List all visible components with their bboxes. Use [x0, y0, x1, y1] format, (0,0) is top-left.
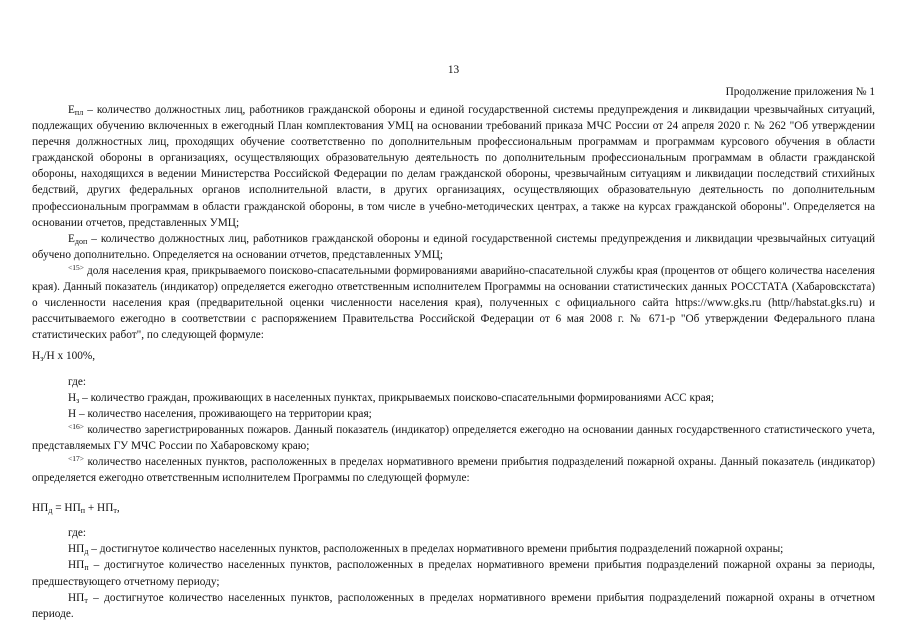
paragraph-text: – количество должностных лиц, работников гражданской обороны и единой государственной системы предупреждения и ликвидации чрезвычайных ситуаций, подлежащих обучению включенных в ежегодный План комплектования УМЦ на основании требований приказа МЧС России от 24 апреля 2020 г. № 262 "Об утверждении перечня должностных лиц, проходящих обучение соответственно по дополнительным профессиональным программам и программам курсового обучения в области гражданской обороны в организациях, осуществляющих образовательную деятельность по дополнительным профессиональным программам в области гражданской обороны, находящихся в ведении Министерства Российской Федерации по делам гражданской обороны, чрезвычайным ситуациям и ликвидации последствий стихийных бедствий, других федеральных органов исполнительной власти, в других организациях, осуществляющих образовательную деятельность по дополнительным профессиональным программам в области гражданской обороны, в том числе в учебно-методических центрах, а также на курсах гражданской обороны". Определяется на основании отчетов, представленных УМЦ; — [32, 104, 875, 229]
symbol: E — [68, 232, 75, 245]
paragraph-e-dop — [32, 231, 875, 263]
paragraph-text: – количество должностных лиц, работников гражданской обороны и единой государственной системы предупреждения и ликвидации чрезвычайных ситуаций обучено дополнительно. Определяется на основании отчетов, представленных УМЦ; — [32, 232, 875, 261]
footnote-17 — [32, 454, 875, 486]
appendix-continuation-label: Продолжение приложения № 1 — [725, 86, 875, 98]
formula-settlements: $НП_д = НП_п + НП_т$, — [32, 502, 120, 516]
document-body — [32, 102, 875, 622]
footnote-marker: <15> — [68, 262, 84, 272]
paragraph-text: количество зарегистрированных пожаров. Данный показатель (индикатор) определяется ежегодно на основании данных государственного статистического учета, представляемых ГУ МЧС России по Хабаровскому краю; — [32, 423, 875, 452]
formula-population-coverage: $Н_з/Н$ х 100%, — [32, 350, 96, 364]
symbol-subscript: доп — [74, 236, 88, 246]
footnote-15 — [32, 263, 875, 343]
definition-n: Н – количество населения, проживающего на территории края; — [68, 407, 372, 420]
page-number: 13 — [447, 64, 460, 76]
symbol-subscript: пл — [74, 108, 84, 117]
paragraph-e-pl — [32, 102, 875, 231]
definition-npd: $НП_д$ – достигнутое количество населенных пунктов, расположенных в пределах нормативного времени прибытия подразделений пожарной охраны; — [68, 543, 784, 557]
symbol: E — [68, 104, 75, 116]
footnote-16 — [32, 422, 875, 454]
where-label: где: — [68, 527, 86, 540]
paragraph-text: доля населения края, прикрываемого поисково-спасательными формированиями аварийно-спасательной службы края (процентов от общего количества населения края). Данный показатель (индикатор) определяется ежегодно ответственным исполнителем Программы на основании статистических данных РОССТАТА (Хабаровскстата) о численности населения края (предварительной оценки численности населения края), полученных с официального сайта https://www.gks.ru (http//habstat.gks.ru) и рассчитываемого ежегодно в соответствии с распоряжением Правительства Российской Федерации от 6 мая 2008 г. № 671-р "Об утверждении Федерального плана статистических работ", по следующей формуле: — [32, 264, 875, 342]
definition-nz: $Н_з$ – количество граждан, проживающих в населенных пунктах, прикрываемых поисково-спасательными формированиями АСС края; — [68, 391, 715, 405]
paragraph-text: количество населенных пунктов, расположенных в пределах нормативного времени прибытия подразделений пожарной охраны. Данный показатель (индикатор) определяется ежегодно ответственным исполнителем Программы по следующей формуле: — [32, 455, 875, 485]
footnote-marker: <17> — [68, 453, 84, 463]
definition-npt: $НП_т$ – достигнутое количество населенных пунктов, расположенных в пределах нормативного времени прибытия подразделений пожарной охраны в отчетном периоде. — [32, 591, 875, 620]
definition-npp: $НП_п$ – достигнутое количество населенных пунктов, расположенных в пределах нормативного времени прибытия подразделений пожарной охраны за периоды, предшествующего отчетному периоду; — [32, 559, 875, 588]
footnote-marker: <16> — [68, 421, 84, 431]
where-label: где: — [68, 375, 86, 388]
